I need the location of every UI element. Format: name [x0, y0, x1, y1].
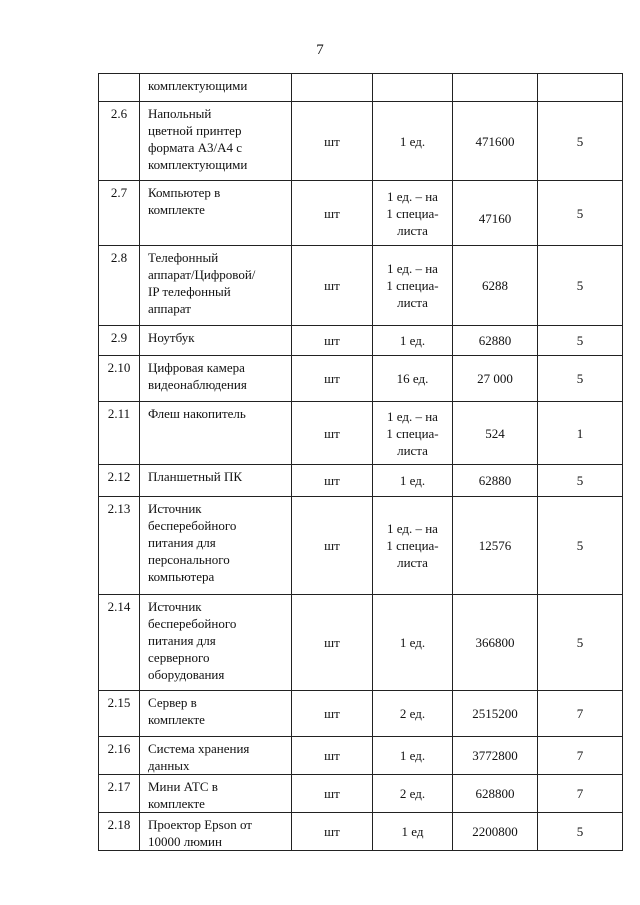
row-number	[99, 74, 140, 102]
table-row	[99, 402, 623, 465]
unit-cell: шт	[292, 775, 373, 813]
term-cell: 5	[538, 326, 623, 356]
unit-cell: шт	[292, 813, 373, 851]
quantity-cell: 1 ед	[373, 813, 453, 851]
quantity-cell: 1 ед.	[373, 465, 453, 497]
price-cell: 471600	[453, 102, 538, 181]
price-cell: 6288	[453, 246, 538, 326]
price-cell	[453, 74, 538, 102]
item-name: Компьютер в комплекте	[140, 181, 292, 246]
quantity-cell: 1 ед.	[373, 326, 453, 356]
quantity-cell: 1 ед. – на 1 специа- листа	[373, 181, 453, 246]
item-name: комплектующими	[140, 74, 292, 102]
item-name: Планшетный ПК	[140, 465, 292, 497]
quantity-cell	[373, 74, 453, 102]
price-cell: 366800	[453, 595, 538, 691]
table-row	[99, 813, 623, 851]
item-name: Ноутбук	[140, 326, 292, 356]
unit-cell: шт	[292, 356, 373, 402]
unit-cell: шт	[292, 402, 373, 465]
quantity-cell: 1 ед. – на 1 специа- листа	[373, 497, 453, 595]
item-name: Напольный цветной принтер формата А3/А4 с комплектующими	[140, 102, 292, 181]
unit-cell	[292, 74, 373, 102]
quantity-cell: 16 ед.	[373, 356, 453, 402]
table-row	[99, 737, 623, 775]
page-number: 7	[316, 42, 324, 58]
row-number: 2.6	[99, 102, 140, 181]
row-number: 2.10	[99, 356, 140, 402]
term-cell: 5	[538, 813, 623, 851]
row-number: 2.12	[99, 465, 140, 497]
row-number: 2.16	[99, 737, 140, 775]
row-number: 2.11	[99, 402, 140, 465]
row-number: 2.15	[99, 691, 140, 737]
term-cell: 7	[538, 691, 623, 737]
quantity-cell: 2 ед.	[373, 775, 453, 813]
unit-cell: шт	[292, 595, 373, 691]
unit-cell: шт	[292, 497, 373, 595]
row-number: 2.18	[99, 813, 140, 851]
table-row	[99, 595, 623, 691]
price-cell: 524	[453, 402, 538, 465]
term-cell: 5	[538, 181, 623, 246]
item-name: Сервер в комплекте	[140, 691, 292, 737]
term-cell: 5	[538, 595, 623, 691]
item-name: Источник бесперебойного питания для серверного оборудования	[140, 595, 292, 691]
term-cell: 5	[538, 497, 623, 595]
unit-cell: шт	[292, 326, 373, 356]
table-row	[99, 102, 623, 181]
item-name: Мини АТС в комплекте	[140, 775, 292, 813]
term-cell: 5	[538, 246, 623, 326]
unit-cell: шт	[292, 691, 373, 737]
table-row	[99, 356, 623, 402]
term-cell: 1	[538, 402, 623, 465]
row-number: 2.17	[99, 775, 140, 813]
row-number: 2.14	[99, 595, 140, 691]
price-cell: 2200800	[453, 813, 538, 851]
price-cell: 62880	[453, 326, 538, 356]
equipment-table	[98, 73, 623, 851]
term-cell: 5	[538, 356, 623, 402]
table-row	[99, 246, 623, 326]
item-name: Источник бесперебойного питания для персонального компьютера	[140, 497, 292, 595]
quantity-cell: 1 ед.	[373, 737, 453, 775]
unit-cell: шт	[292, 102, 373, 181]
table-row	[99, 691, 623, 737]
item-name: Флеш накопитель	[140, 402, 292, 465]
item-name: Цифровая камера видеонаблюдения	[140, 356, 292, 402]
table-row	[99, 326, 623, 356]
price-cell: 47160	[453, 181, 538, 246]
term-cell	[538, 74, 623, 102]
price-cell: 62880	[453, 465, 538, 497]
table-row	[99, 181, 623, 246]
term-cell: 5	[538, 102, 623, 181]
unit-cell: шт	[292, 246, 373, 326]
table-row	[99, 74, 623, 102]
quantity-cell: 1 ед.	[373, 595, 453, 691]
term-cell: 7	[538, 737, 623, 775]
term-cell: 5	[538, 465, 623, 497]
quantity-cell: 1 ед. – на 1 специа- листа	[373, 402, 453, 465]
quantity-cell: 1 ед.	[373, 102, 453, 181]
quantity-cell: 2 ед.	[373, 691, 453, 737]
term-cell: 7	[538, 775, 623, 813]
unit-cell: шт	[292, 465, 373, 497]
table-row	[99, 497, 623, 595]
price-cell: 12576	[453, 497, 538, 595]
price-cell: 3772800	[453, 737, 538, 775]
item-name: Проектор Epson от 10000 люмин	[140, 813, 292, 851]
item-name: Система хранения данных	[140, 737, 292, 775]
row-number: 2.7	[99, 181, 140, 246]
table-row	[99, 465, 623, 497]
price-cell: 2515200	[453, 691, 538, 737]
quantity-cell: 1 ед. – на 1 специа- листа	[373, 246, 453, 326]
row-number: 2.9	[99, 326, 140, 356]
price-cell: 628800	[453, 775, 538, 813]
item-name: Телефонный аппарат/Цифровой/ IP телефонный аппарат	[140, 246, 292, 326]
unit-cell: шт	[292, 737, 373, 775]
table-row	[99, 775, 623, 813]
price-cell: 27 000	[453, 356, 538, 402]
unit-cell: шт	[292, 181, 373, 246]
row-number: 2.8	[99, 246, 140, 326]
row-number: 2.13	[99, 497, 140, 595]
